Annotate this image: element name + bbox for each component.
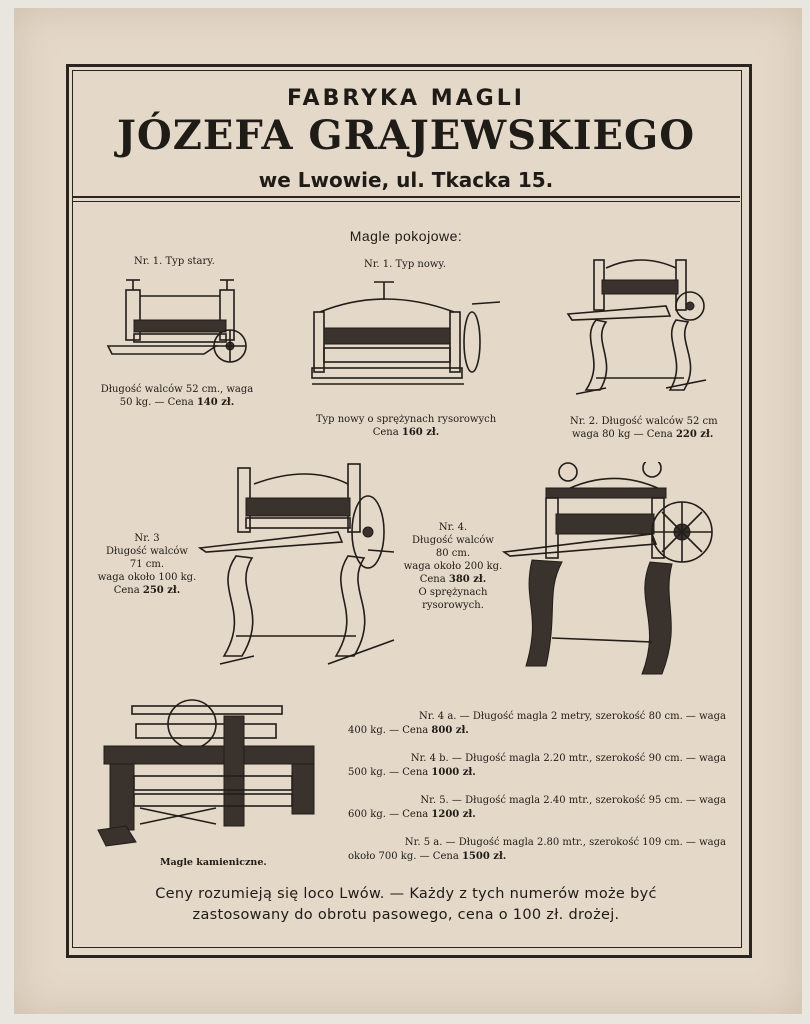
n1-old-price: 140 zł. [196, 397, 235, 408]
mangle-n2-illustration [566, 250, 716, 410]
n4-line-6: O sprężynach [418, 587, 488, 598]
footer-line-1: Ceny rozumieją się loco Lwów. — Każdy z tych numerów może być [155, 886, 657, 902]
n4-price: 380 zł. [448, 574, 487, 585]
header-divider [72, 196, 740, 198]
n4-line-7: rysorowych. [422, 600, 484, 611]
mangle-n1-new-illustration [304, 276, 504, 396]
stone-mangle-caption: Magle kamieniczne. [160, 857, 267, 868]
company-address: we Lwowie, ul. Tkacka 15. [258, 168, 554, 192]
list-item-line-a: Nr. 5. — Długość magla 2.40 mtr., szerokość 95 cm. — waga [420, 795, 726, 806]
n3-line-5 [92, 584, 202, 597]
n3-line-4: waga około 100 kg. [97, 572, 197, 583]
n3-price: 250 zł. [142, 585, 181, 596]
n3-line-5-text: Cena [113, 585, 143, 596]
n4-line-2: Długość walców [412, 535, 494, 546]
section-title: Magle pokojowe: [349, 228, 463, 244]
mangle-n1-old-illustration [104, 276, 252, 378]
stone-mangle-illustration [96, 696, 316, 848]
mangle-n3-illustration [198, 460, 402, 676]
list-item [348, 794, 726, 822]
n2-desc-1: Nr. 2. Długość walców 52 cm [570, 416, 718, 427]
n2-desc-2-text: waga 80 kg — Cena [572, 429, 676, 440]
n1-new-price: 160 zł. [401, 427, 440, 438]
list-item-line-a: Nr. 4 b. — Długość magla 2.20 mtr., szerokość 90 cm. — waga [410, 753, 726, 764]
list-item-line-b [348, 724, 726, 738]
list-item-price: 800 zł. [431, 725, 469, 736]
list-item-line-b-text: około 700 kg. — Cena [348, 851, 462, 862]
n1-new-desc-1: Typ nowy o sprężynach rysorowych [315, 414, 497, 425]
n1-old-label: Nr. 1. Typ stary. [134, 256, 215, 267]
n2-desc-2 [572, 428, 713, 441]
list-item-line-a: Nr. 4 a. — Długość magla 2 metry, szerokość 80 cm. — waga [419, 711, 726, 722]
n1-new-desc-2-text: Cena [372, 427, 402, 438]
header-divider-thin [72, 201, 740, 202]
list-item [348, 710, 726, 738]
list-item [348, 752, 726, 780]
header-line-1: FABRYKA MAGLI [287, 86, 525, 111]
list-item-price: 1000 zł. [431, 767, 476, 778]
n1-old-desc-1: Długość walców 52 cm., waga [100, 384, 254, 395]
list-item-line-b [348, 766, 726, 780]
list-item-line-b [348, 850, 726, 864]
list-item-line-b-text: 600 kg. — Cena [348, 809, 432, 820]
n3-line-2: Długość walców [106, 546, 188, 557]
n4-line-4: waga około 200 kg. [403, 561, 503, 572]
list-item-line-b-text: 500 kg. — Cena [348, 767, 432, 778]
n2-price: 220 zł. [675, 429, 714, 440]
n1-old-desc-2 [92, 396, 262, 409]
list-item [348, 836, 726, 864]
n4-line-3: 80 cm. [435, 548, 471, 559]
footer-note [72, 884, 740, 926]
n1-new-label: Nr. 1. Typ nowy. [364, 259, 446, 270]
n3-line-1: Nr. 3 [134, 533, 160, 544]
n4-line-1: Nr. 4. [438, 522, 468, 533]
n4-line-5 [398, 573, 508, 586]
mangle-n4-illustration [502, 462, 724, 680]
list-item-line-a: Nr. 5 a. — Długość magla 2.80 mtr., szerokość 109 cm. — waga [404, 837, 726, 848]
n1-old-desc-2-text: 50 kg. — Cena [119, 397, 197, 408]
list-item-line-b-text: 400 kg. — Cena [348, 725, 432, 736]
footer-line-2: zastosowany do obrotu pasowego, cena o 100 zł. drożej. [192, 907, 620, 923]
n3-line-3: 71 cm. [129, 559, 165, 570]
list-item-price: 1500 zł. [461, 851, 507, 862]
n1-new-desc-2 [304, 426, 508, 439]
company-name: JÓZEFA GRAJEWSKIEGO [116, 112, 696, 159]
list-item-line-b [348, 808, 726, 822]
list-item-price: 1200 zł. [431, 809, 476, 820]
n4-line-5-text: Cena [419, 574, 449, 585]
